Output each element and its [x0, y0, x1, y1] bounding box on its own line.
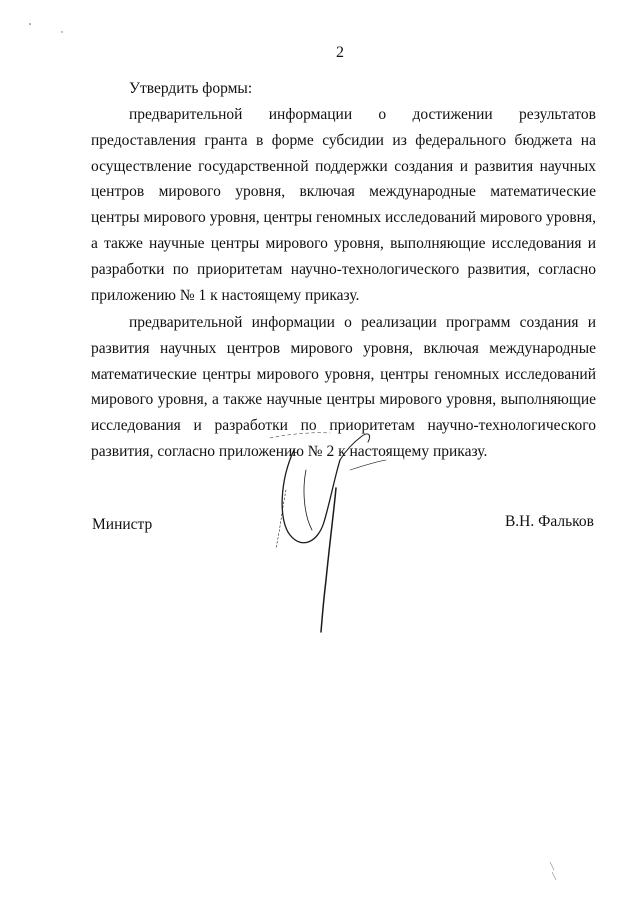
page-number: 2: [336, 44, 344, 61]
paragraph-text: предварительной информации о реализации программ создания и развития научных центров мирового уровня, включая международные математические центры мирового уровня, центры геномных исследований мирового уровня, а также научные центры мирового уровня, выполняющие исследования и разработки по приоритетам научно-технологического развития, согласно приложению № 2 к настоящему приказу.: [91, 314, 596, 460]
signatory-title: Министр: [92, 516, 153, 533]
scan-speck: [28, 22, 32, 26]
paragraph-form-1: [91, 102, 596, 308]
scan-speck: [60, 30, 64, 34]
signatory-name: В.Н. Фальков: [504, 513, 594, 530]
approve-forms-heading: [91, 76, 596, 102]
handwritten-signature: [250, 430, 400, 640]
paragraph-text: предварительной информации о достижении результатов предоставления гранта в форме субсидии из федерального бюджета на осуществление государственной поддержки создания и развития научных центров мирового уровня, включая международные математические центры мирового уровня, центры геномных исследований мирового уровня, а также научные центры мирового уровня, выполняющие исследования и разработки по приоритетам научно-технологического развития, согласно приложению № 1 к настоящему приказу.: [91, 106, 596, 304]
intro-text: Утвердить формы:: [129, 80, 253, 97]
scan-mark: [548, 860, 560, 882]
